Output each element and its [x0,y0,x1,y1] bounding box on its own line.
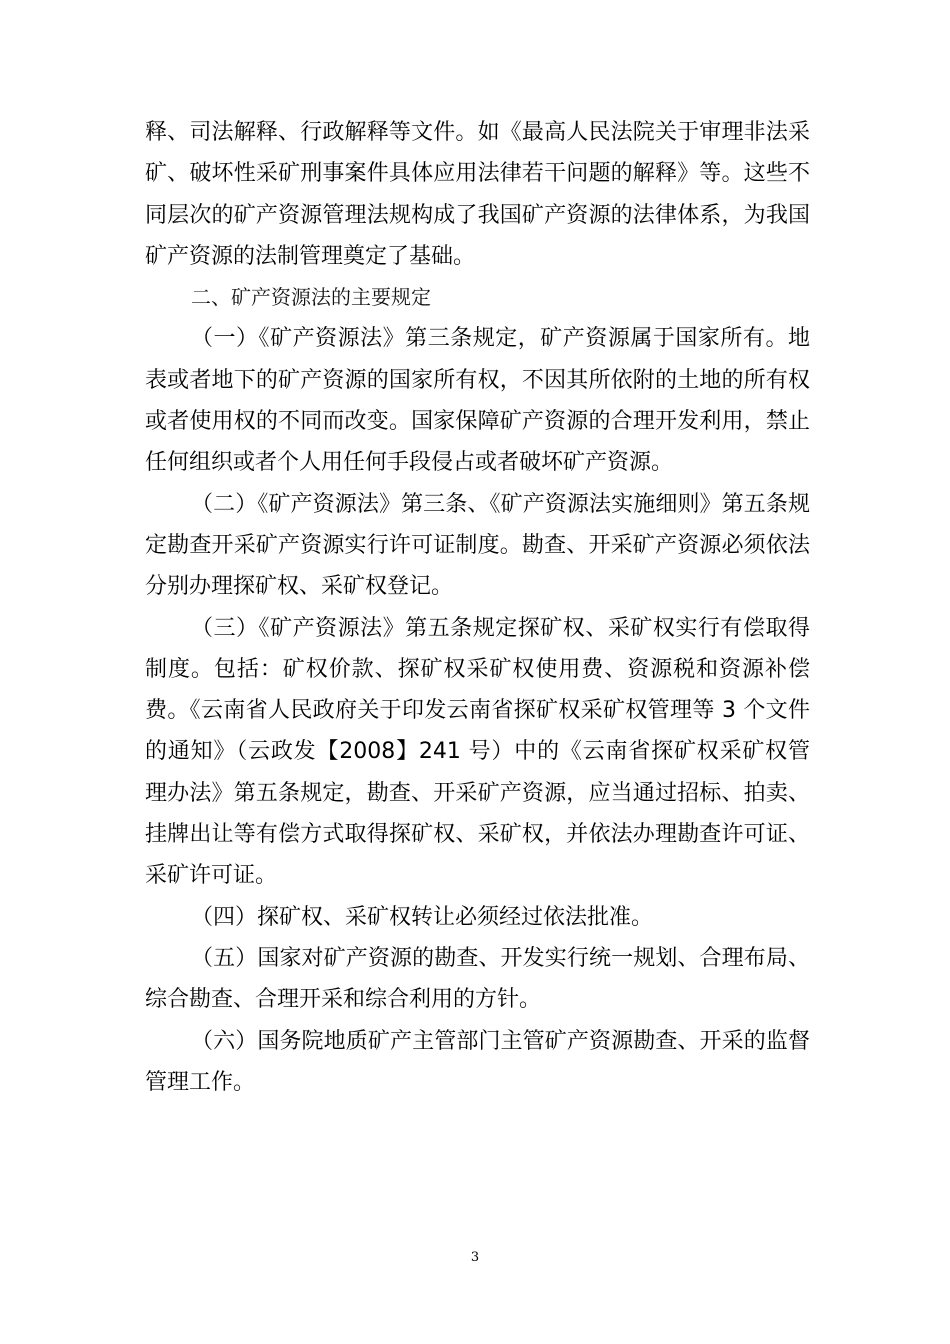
section-heading: 二、矿产资源法的主要规定 [191,285,431,310]
paragraph-continuation: 释、司法解释、行政解释等文件。如《最高人民法院关于审理非法采矿、破坏性采矿刑事案件具体应用法律若干问题的解释》等。这些不同层次的矿产资源管理法规构成了我国矿产资源的法律体系，为我国矿产资源的法制管理奠定了基础。 [145,120,810,269]
paragraph-item-4: （四）探矿权、采矿权转让必须经过依法批准。 [191,904,654,930]
paragraph-item-6: （六）国务院地质矿产主管部门主管矿产资源勘查、开采的监督管理工作。 [145,1028,810,1095]
paragraph-item-3: （三）《矿产资源法》第五条规定探矿权、采矿权实行有偿取得制度。包括：矿权价款、探矿权采矿权使用费、资源税和资源补偿费。《云南省人民政府关于印发云南省探矿权采矿权管理等 3 个文件的通知》（云政发【2008】241 号）中的《云南省探矿权采矿权管理办法》第五条规定，勘查、开采矿产资源，应当通过招标、拍卖、挂牌出让等有偿方式取得探矿权、采矿权，并依法办理勘查许可证、采矿许可证。 [145,615,810,889]
page-number: 3 [470,1250,480,1265]
paragraph-item-2: （二）《矿产资源法》第三条、《矿产资源法实施细则》第五条规定勘查开采矿产资源实行许可证制度。勘查、开采矿产资源必须依法分别办理探矿权、采矿权登记。 [145,491,810,600]
document-body [145,112,810,1103]
paragraph-item-5: （五）国家对矿产资源的勘查、开发实行统一规划、合理布局、综合勘查、合理开采和综合利用的方针。 [145,945,810,1013]
paragraph-item-1: （一）《矿产资源法》第三条规定，矿产资源属于国家所有。地表或者地下的矿产资源的国家所有权，不因其所依附的土地的所有权或者使用权的不同而改变。国家保障矿产资源的合理开发利用，禁止任何组织或者个人用任何手段侵占或者破坏矿产资源。 [145,326,810,476]
